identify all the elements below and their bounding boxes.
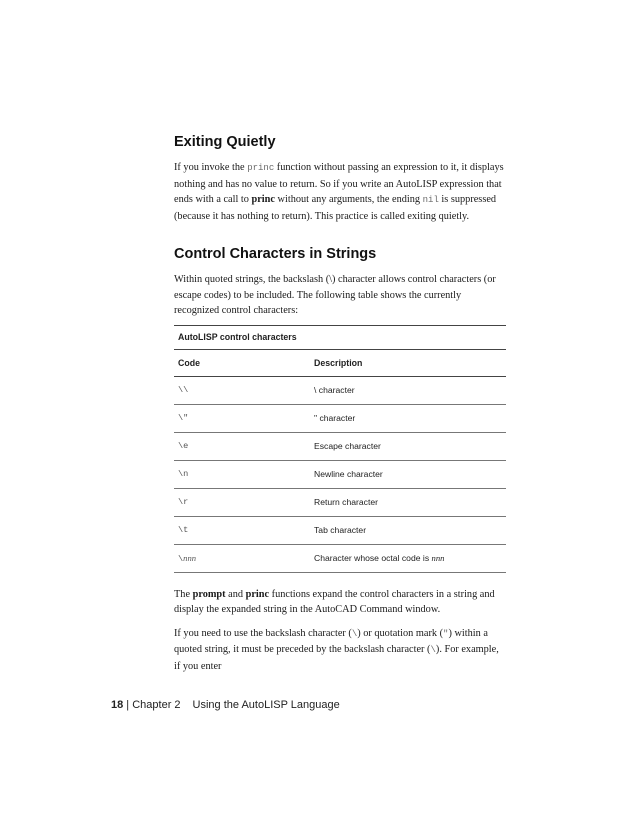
page-number: 18 [111,699,124,711]
code-cell: \\ [174,376,310,404]
bold-princ: princ [251,194,275,205]
description-cell: Return character [310,488,506,516]
table-row [174,488,506,516]
code-cell: \n [174,460,310,488]
text-run: The [174,588,193,600]
page-content [174,128,506,674]
footer-chapter-title: Using the AutoLISP Language [192,699,340,711]
table-row [174,544,506,572]
description-cell: Escape character [310,432,506,460]
text-run: is suppressed (because it has nothing to return). This practice is called exiting quietly. [174,194,497,222]
table-row [174,460,506,488]
description-cell [310,544,506,572]
description-cell: Tab character [310,516,506,544]
inline-code-nil: nil [422,195,439,205]
code-italic-nnn: nnn [183,552,197,563]
table-row [174,404,506,432]
table-row [174,516,506,544]
inline-code-backslash: \ [430,645,436,655]
text-run: ) within a quoted string, it must be preceded by the backslash character ( [174,627,488,655]
description-italic-nnn: nnn [431,553,445,563]
text-run: ) or quotation mark ( [357,627,444,639]
inline-code-quote: " [443,628,449,639]
description-text: Character whose octal code is [314,553,432,563]
description-cell: \ character [310,376,506,404]
bold-princ: princ [245,588,270,600]
description-cell: Newline character [310,460,506,488]
paragraph-backslash [174,626,506,675]
section-heading-control-characters: Control Characters in Strings [174,246,377,262]
page-footer [111,699,340,711]
text-run: If you need to use the backslash character ( [174,627,352,639]
column-header-code: Code [174,350,310,377]
text-run: functions expand the control characters in a string and display the expanded string in the AutoCAD Command window. [174,588,495,615]
control-characters-table [174,325,506,573]
footer-separator: | [123,699,133,711]
table-row [174,376,506,404]
text-run: function without passing an expression to it, it displays nothing and has no value to return. So if you write an AutoLISP expression that ends with a call to [174,162,504,205]
code-cell: \r [174,488,310,516]
code-cell: \e [174,432,310,460]
text-run: without any arguments, the ending [274,194,423,205]
inline-code-backslash: \ [351,628,358,639]
description-cell: " character [310,404,506,432]
code-cell [174,544,310,572]
bold-prompt: prompt [192,588,226,600]
section-heading-exiting-quietly: Exiting Quietly [174,134,276,150]
paragraph-prompt-princ [174,587,506,618]
table-caption: AutoLISP control characters [174,325,506,350]
code-cell: \t [174,516,310,544]
table-header-row [174,350,506,377]
inline-code-princ: princ [247,163,275,173]
table-row [174,432,506,460]
code-backslash: \ [178,553,184,564]
paragraph-exiting-quietly [174,160,506,224]
text-run: If you invoke the [174,162,248,173]
code-cell: \" [174,404,310,432]
text-run: and [225,588,246,600]
paragraph-control-intro: Within quoted strings, the backslash (\) character allows control characters (or escape codes) to be included. The following table shows the currently recognized control characters: [174,274,496,316]
text-run: ). For example, if you enter [174,644,499,672]
footer-chapter: Chapter 2 [132,699,181,711]
column-header-description: Description [310,350,506,377]
